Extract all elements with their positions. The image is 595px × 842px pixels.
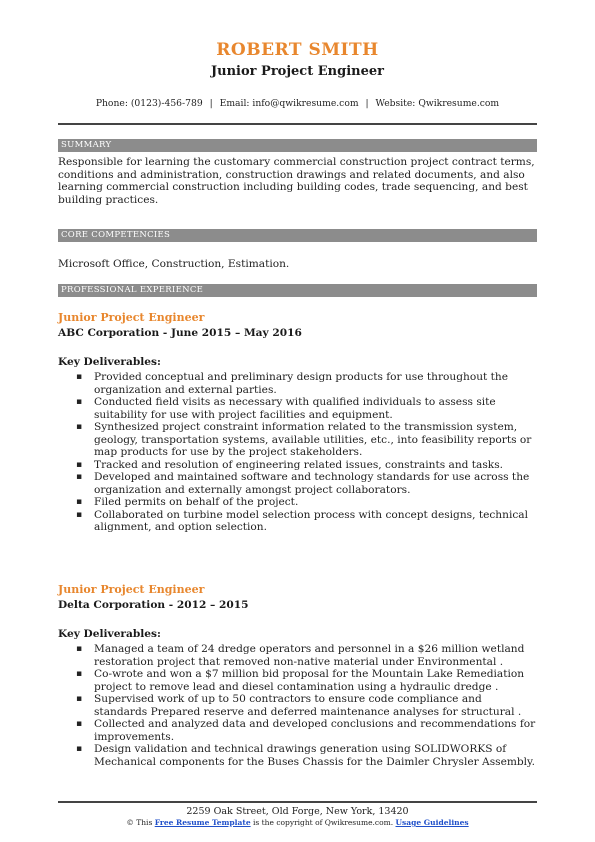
contact-website: Website: Qwikresume.com [375, 98, 500, 109]
bullet-icon: ▪ [76, 744, 83, 754]
summary-heading: SUMMARY [58, 139, 537, 152]
copyright-prefix: © This [126, 818, 153, 827]
resume-header [0, 0, 595, 110]
deliverables-heading: Key Deliverables: [58, 628, 161, 640]
footer-copyright [0, 818, 595, 828]
list-item [58, 471, 537, 496]
bullet-text: Co-wrote and won a $7 million bid proposal for the Mountain Lake Remediation project to remove lead and diesel contamination using a hydraulic dredge . [94, 668, 525, 693]
candidate-role: Junior Project Engineer [211, 64, 384, 79]
contact-phone: Phone: (0123)-456-789 [95, 98, 203, 109]
bullet-text: Filed permits on behalf of the project. [94, 496, 299, 508]
bullet-icon: ▪ [76, 422, 83, 432]
deliverables-list [58, 643, 537, 768]
bullet-text: Tracked and resolution of engineering related issues, constraints and tasks. [94, 458, 504, 471]
bullet-icon: ▪ [76, 719, 83, 729]
bullet-text: Collected and analyzed data and developed conclusions and recommendations for improvements. [94, 718, 536, 743]
bullet-text: Provided conceptual and preliminary design products for use throughout the organization and external parties. [94, 371, 508, 396]
contact-line [0, 98, 595, 110]
bullet-icon: ▪ [76, 472, 83, 482]
bullet-text: Managed a team of 24 dredge operators and personnel in a $26 million wetland restoration project that removed non-native material under Environmental . [94, 643, 525, 668]
bullet-icon: ▪ [76, 397, 83, 407]
contact-email: Email: info@qwikresume.com [219, 98, 359, 109]
bullet-text: Developed and maintained software and technology standards for use across the organization and externally amongst project collaborators. [94, 471, 530, 496]
list-item [58, 643, 537, 668]
summary-text: Responsible for learning the customary commercial construction project contract terms, conditions and administration, construction drawings and related documents, and also learning commercial construction including building codes, trade sequencing, and best building practices. [58, 156, 535, 206]
bullet-icon: ▪ [76, 372, 83, 382]
experience-heading: PROFESSIONAL EXPERIENCE [58, 284, 537, 297]
footer-address: 2259 Oak Street, Old Forge, New York, 13420 [186, 806, 409, 817]
deliverables-heading: Key Deliverables: [58, 356, 161, 368]
bullet-text: Synthesized project constraint information related to the transmission system, geology, transportation systems, available utilities, etc., into feasibility reports or map products for use by the project stakeholders. [94, 421, 532, 458]
list-item [58, 693, 537, 718]
bullet-icon: ▪ [76, 459, 83, 470]
list-item [58, 421, 537, 459]
contact-separator: | [209, 98, 213, 109]
competencies-heading: CORE COMPETENCIES [58, 229, 537, 242]
list-item [58, 396, 537, 421]
bullet-text: Design validation and technical drawings generation using SOLIDWORKS of Mechanical components for the Buses Chassis for the Daimler Chrysler Assembly. [94, 743, 536, 768]
bullet-text: Supervised work of up to 50 contractors to ensure code compliance and standards Prepared reserve and deferred maintenance analyses for structural . [94, 693, 522, 718]
usage-guidelines-link[interactable]: Usage Guidelines [395, 818, 469, 827]
list-item [58, 371, 537, 396]
candidate-name: ROBERT SMITH [216, 40, 379, 60]
copyright-text: is the copyright of Qwikresume.com. [253, 818, 394, 827]
contact-separator: | [365, 98, 369, 109]
bullet-icon: ▪ [76, 497, 83, 507]
competencies-text: Microsoft Office, Construction, Estimation. [58, 258, 290, 270]
job-title: Junior Project Engineer [58, 311, 205, 324]
list-item [58, 668, 537, 693]
bullet-icon: ▪ [76, 644, 83, 654]
bullet-icon: ▪ [76, 694, 83, 704]
job-company: Delta Corporation - 2012 – 2015 [58, 599, 249, 611]
job-title: Junior Project Engineer [58, 583, 205, 596]
bullet-text: Collaborated on turbine model selection process with concept designs, technical alignment, and option selection. [94, 508, 528, 533]
list-item [58, 496, 537, 509]
bullet-icon: ▪ [76, 669, 83, 679]
deliverables-list [58, 371, 537, 534]
free-resume-template-link[interactable]: Free Resume Template [154, 818, 251, 827]
header-divider [58, 123, 537, 125]
bullet-text: Conducted field visits as necessary with qualified individuals to assess site suitability for use with project facilities and equipment. [94, 396, 496, 421]
bullet-icon: ▪ [76, 509, 83, 520]
footer-divider [58, 801, 537, 803]
list-item [58, 459, 537, 472]
job-company: ABC Corporation - June 2015 – May 2016 [58, 327, 302, 339]
list-item [58, 743, 537, 768]
list-item [58, 509, 537, 534]
list-item [58, 718, 537, 743]
